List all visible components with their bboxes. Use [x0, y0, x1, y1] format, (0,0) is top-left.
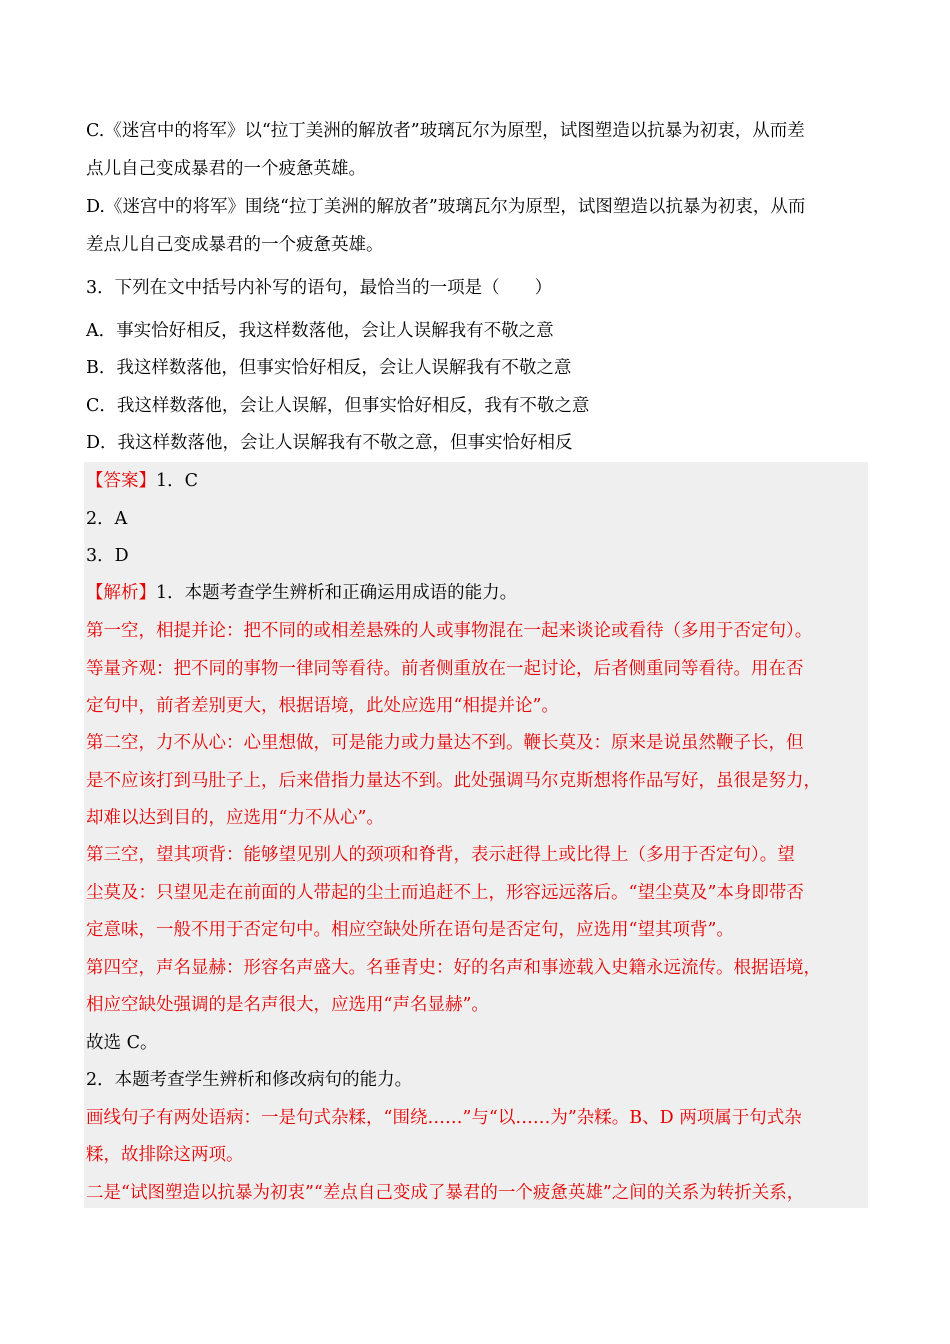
answer-3: 3．D — [86, 546, 129, 566]
answer-1: 1．C — [156, 471, 199, 491]
blank-4-line-2: 相应空缺处强调的是名声很大，应选用“声名显赫”。 — [86, 995, 489, 1015]
blank-2-line-1: 第二空，力不从心：心里想做，可是能力或力量达不到。鞭长莫及：原来是说虽然鞭子长，但 — [86, 733, 804, 753]
choose-c-line: 故选 C。 — [86, 1033, 158, 1053]
analysis-tag: 【解析】 — [86, 583, 156, 603]
option-c-line-2: 点儿自己变成暴君的一个疲惫英雄。 — [86, 159, 366, 179]
blank-1-line-2: 等量齐观：把不同的事物一律同等看待。前者侧重放在一起讨论，后者侧重同等看待。用在否 — [86, 659, 804, 679]
blank-3-line-3: 定意味，一般不用于否定句中。相应空缺处所在语句是否定句，应选用“望其项背”。 — [86, 920, 734, 940]
blank-1-line-1: 第一空，相提并论：把不同的或相差悬殊的人或事物混在一起来谈论或看待（多用于否定句）。 — [86, 621, 813, 641]
blank-2-line-2: 是不应该打到马肚子上，后来借指力量达不到。此处强调马尔克斯想将作品写好，虽很是努力， — [86, 771, 821, 791]
answer-analysis-box — [84, 462, 868, 1208]
question-2-analysis-line-1: 画线句子有两处语病：一是句式杂糅，“围绕……”与“以……为”杂糅。B、D 两项属于句式杂 — [86, 1108, 802, 1128]
analysis-2-intro: 2．本题考查学生辨析和修改病句的能力。 — [86, 1070, 413, 1090]
question-2-analysis-line-3: 二是“试图塑造以抗暴为初衷”“差点自己变成了暴君的一个疲惫英雄”之间的关系为转折关系， — [86, 1183, 805, 1203]
analysis-1-intro: 1．本题考查学生辨析和正确运用成语的能力。 — [156, 583, 518, 603]
answer-tag: 【答案】 — [86, 471, 156, 491]
blank-3-line-1: 第三空，望其项背：能够望见别人的颈项和脊背，表示赶得上或比得上（多用于否定句）。望 — [86, 845, 795, 865]
option-d-line-2: 差点儿自己变成暴君的一个疲惫英雄。 — [86, 235, 384, 255]
option-c-line-1: C.《迷宫中的将军》以“拉丁美洲的解放者”玻璃瓦尔为原型，试图塑造以抗暴为初衷，从而差 — [86, 121, 805, 141]
option-d-line-1: D.《迷宫中的将军》围绕“拉丁美洲的解放者”玻璃瓦尔为原型，试图塑造以抗暴为初衷，从而 — [86, 197, 806, 217]
question-3-option-a: A．事实恰好相反，我这样数落他，会让人误解我有不敬之意 — [86, 321, 554, 341]
blank-3-line-2: 尘莫及：只望见走在前面的人带起的尘土而追赶不上，形容远远落后。“望尘莫及”本身即带否 — [86, 883, 804, 903]
question-3-stem: 3．下列在文中括号内补写的语句，最恰当的一项是（ ） — [86, 278, 553, 298]
blank-1-line-3: 定句中，前者差别更大，根据语境，此处应选用“相提并论”。 — [86, 696, 559, 716]
question-3-option-d: D．我这样数落他，会让人误解我有不敬之意，但事实恰好相反 — [86, 433, 573, 453]
blank-4-line-1: 第四空，声名显赫：形容名声盛大。名垂青史：好的名声和事迹载入史籍永远流传。根据语境， — [86, 958, 821, 978]
question-3-option-b: B．我这样数落他，但事实恰好相反，会让人误解我有不敬之意 — [86, 358, 572, 378]
analysis-line-1 — [86, 580, 868, 606]
answer-line-1 — [86, 468, 868, 494]
answer-2: 2．A — [86, 509, 128, 529]
question-2-analysis-line-2: 糅，故排除这两项。 — [86, 1145, 244, 1165]
blank-2-line-3: 却难以达到目的，应选用“力不从心”。 — [86, 808, 384, 828]
question-3-option-c: C．我这样数落他，会让人误解，但事实恰好相反，我有不敬之意 — [86, 396, 590, 416]
